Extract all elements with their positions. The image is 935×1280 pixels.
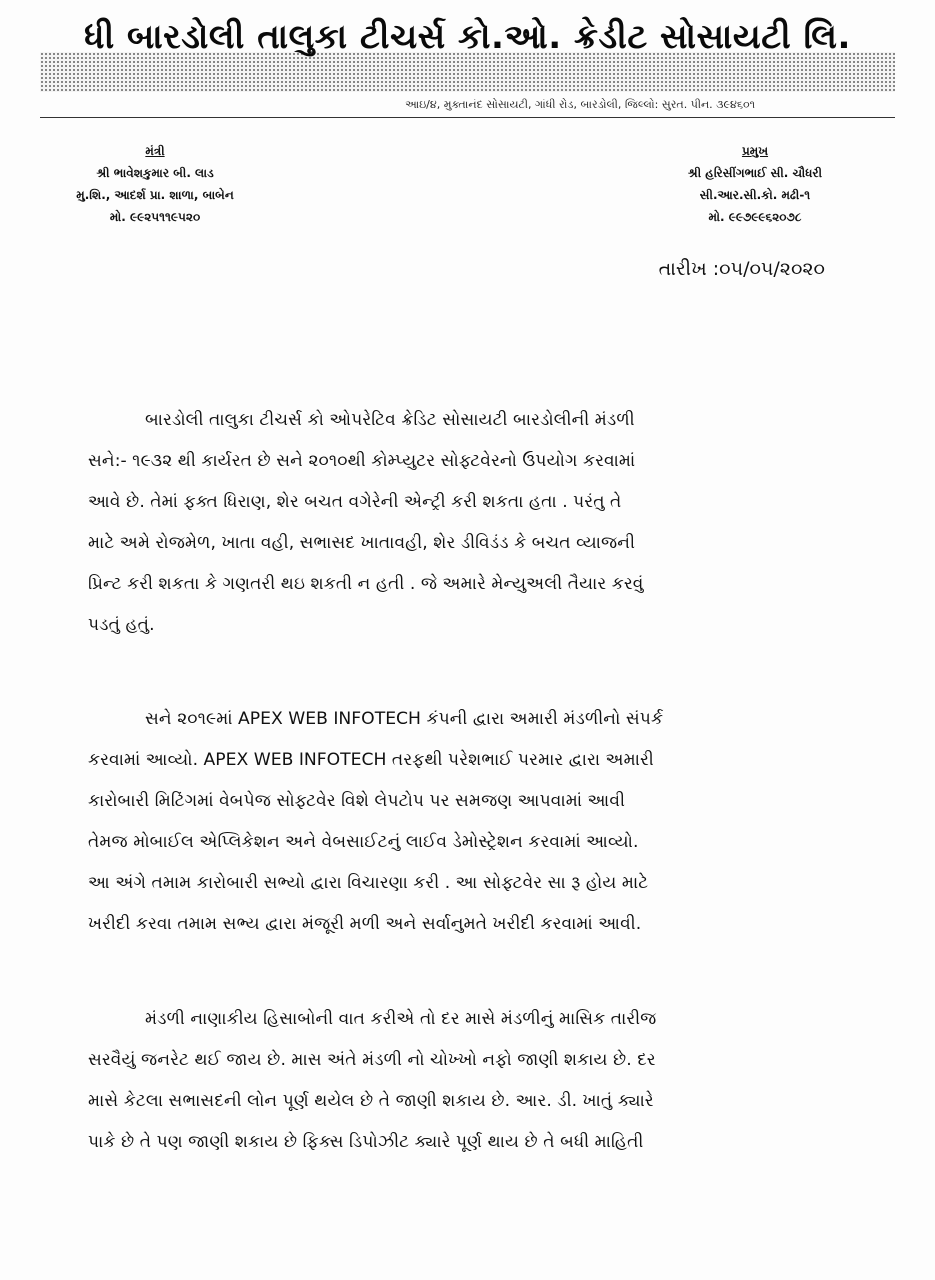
president-block — [665, 140, 845, 228]
society-title: ધી બારડોલી તાલુકા ટીચર્સ કો.ઓ. ક્રેડીટ સોસાયટી લિ. — [84, 17, 851, 57]
society-address: આઇ/૪, મુક્તાનંદ સોસાયટી, ગાંધી રોડ, બારડોલી, જિલ્લો: સુરત. પીન. ૩૯૪૬૦૧ — [405, 98, 755, 111]
paragraph-line: પ્રિન્ટ કરી શકતા કે ગણતરી થઇ શકતી ન હતી . જે અમારે મેન્યુઅલી તૈયાર કરવું — [88, 574, 644, 594]
paragraph-line: પડતું હતું. — [88, 615, 155, 635]
paragraph-line: સને:- ૧૯૩૨ થી કાર્યરત છે સને ૨૦૧૦થી કોમ્પ્યુટર સોફ્ટવેરનો ઉપયોગ કરવામાં — [88, 451, 636, 471]
secretary-phone: મો. ૯૯૨૫૧૧૯૫૨૦ — [109, 210, 201, 224]
secretary-block — [60, 140, 250, 228]
president-detail: સી.આર.સી.કો. મઢી-૧ — [699, 188, 811, 202]
paragraph-software-purchase — [88, 699, 840, 945]
paragraph-line: કારોબારી મિટિંગમાં વેબપેજ સોફ્ટવેર વિશે લેપટોપ પર સમજણ આપવામાં આવી — [88, 791, 626, 811]
paragraph-line: કરવામાં આવ્યો. APEX WEB INFOTECH તરફથી પરેશભાઈ પરમાર દ્વારા અમારી — [88, 750, 654, 770]
president-name: શ્રી હરિસીંગભાઈ સી. ચૌધરી — [687, 166, 823, 180]
paragraph-accounts — [88, 999, 840, 1163]
letter-date: તારીખ :૦૫/૦૫/૨૦૨૦ — [658, 258, 825, 280]
secretary-detail: મુ.શિ., આદર્શ પ્રા. શાળા, બાબેન — [76, 188, 234, 202]
president-role: પ્રમુખ — [741, 144, 769, 158]
paragraph-line: સરવૈયું જનરેટ થઈ જાય છે. માસ અંતે મંડળી નો ચોખ્ખો નફો જાણી શકાય છે. દર — [88, 1050, 656, 1070]
paragraph-line: તેમજ મોબાઈલ એપ્લિકેશન અને વેબસાઈટનું લાઈવ ડેમોસ્ટ્રેશન કરવામાં આવ્યો. — [88, 832, 639, 852]
paragraph-line: માસે કેટલા સભાસદની લોન પૂર્ણ થયેલ છે તે જાણી શકાય છે. આર. ડી. ખાતું ક્યારે — [88, 1091, 654, 1111]
paragraph-line: માટે અમે રોજમેળ, ખાતા વહી, સભાસદ ખાતાવહી, શેર ડીવિડંડ કે બચત વ્યાજની — [88, 533, 635, 553]
secretary-role: મંત્રી — [145, 144, 165, 158]
paragraph-line: મંડળી નાણાકીય હિસાબોની વાત કરીએ તો દર માસે મંડળીનું માસિક તારીજ — [145, 1009, 657, 1029]
president-phone: મો. ૯૯૭૯૯૬૨૦૭૮ — [708, 210, 802, 224]
paragraph-line: સને ૨૦૧૯માં APEX WEB INFOTECH કંપની દ્વારા અમારી મંડળીનો સંપર્ક — [145, 709, 664, 729]
paragraph-line: આ અંગે તમામ કારોબારી સભ્યો દ્વારા વિચારણા કરી . આ સોફ્ટવેર સા રૂ હોય માટે — [88, 873, 649, 893]
paragraph-line: પાકે છે તે પણ જાણી શકાય છે ફિક્સ ડિપોઝીટ ક્યારે પૂર્ણ થાય છે તે બધી માહિતી — [88, 1132, 644, 1152]
header-divider — [40, 117, 895, 118]
paragraph-history — [88, 400, 840, 646]
paragraph-line: ખરીદી કરવા તમામ સભ્ય દ્વારા મંજૂરી મળી અને સર્વાનુમતે ખરીદી કરવામાં આવી. — [88, 914, 642, 934]
paragraph-line: બારડોલી તાલુકા ટીચર્સ કો ઓપરેટિવ ક્રેડિટ સોસાયટી બારડોલીની મંડળી — [145, 410, 635, 430]
secretary-name: શ્રી ભાવેશકુમાર બી. લાડ — [96, 166, 214, 180]
paragraph-line: આવે છે. તેમાં ફક્ત ધિરાણ, શેર બચત વગેરેની એન્ટ્રી કરી શકતા હતા . પરંતુ તે — [88, 492, 622, 512]
